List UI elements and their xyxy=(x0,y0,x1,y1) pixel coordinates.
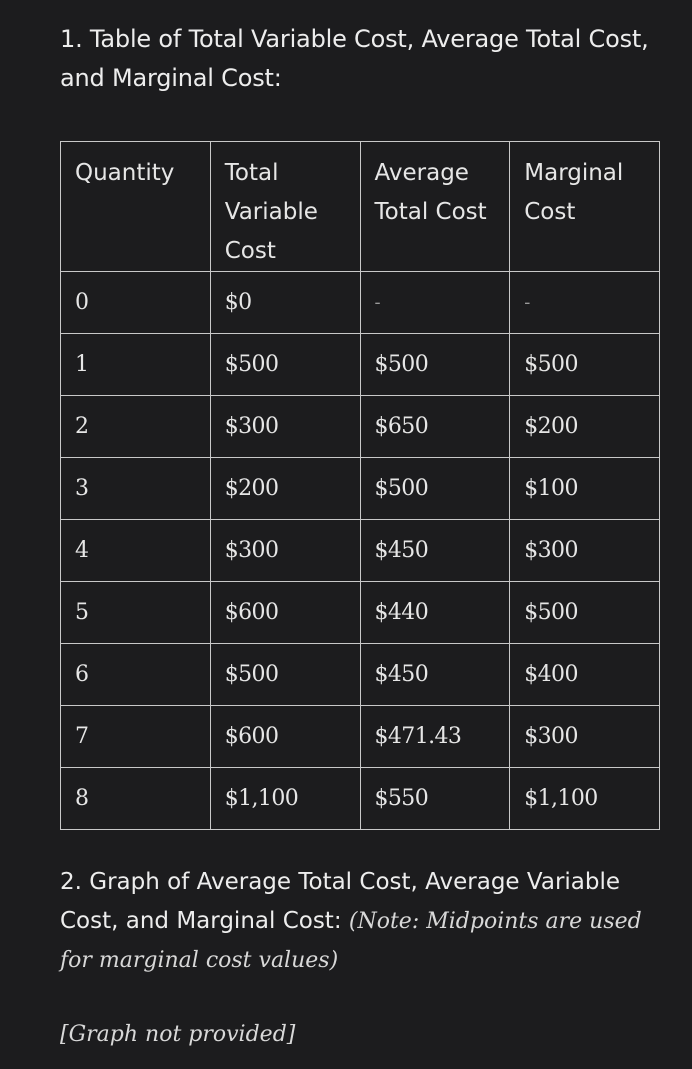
section-2 xyxy=(60,863,670,980)
cell-average-total-cost: $550 xyxy=(360,768,510,830)
table-row xyxy=(61,644,660,706)
cell-total-variable-cost: $300 xyxy=(210,396,360,458)
cell-average-total-cost: $650 xyxy=(360,396,510,458)
cost-table xyxy=(60,141,660,830)
cell-marginal-cost: $500 xyxy=(510,334,660,396)
table-row xyxy=(61,396,660,458)
cell-total-variable-cost: $1,100 xyxy=(210,768,360,830)
cell-quantity: 3 xyxy=(61,458,211,520)
cell-quantity: 7 xyxy=(61,706,211,768)
cell-total-variable-cost: $600 xyxy=(210,582,360,644)
header-marginal-cost: Marginal Cost xyxy=(510,142,660,272)
cell-quantity: 2 xyxy=(61,396,211,458)
header-average-total-cost: Average Total Cost xyxy=(360,142,510,272)
cell-quantity: 1 xyxy=(61,334,211,396)
cell-average-total-cost: $450 xyxy=(360,520,510,582)
cell-quantity: 6 xyxy=(61,644,211,706)
table-row xyxy=(61,272,660,334)
cell-marginal-cost: $100 xyxy=(510,458,660,520)
cell-quantity: 5 xyxy=(61,582,211,644)
cell-marginal-cost: $300 xyxy=(510,520,660,582)
cell-average-total-cost: $450 xyxy=(360,644,510,706)
section-1-heading: 1. Table of Total Variable Cost, Average Total Cost, and Marginal Cost: xyxy=(60,25,649,92)
cell-total-variable-cost: $500 xyxy=(210,644,360,706)
cost-table-container xyxy=(60,141,660,830)
table-header-row xyxy=(61,142,660,272)
cell-quantity: 0 xyxy=(61,272,211,334)
cell-total-variable-cost: $500 xyxy=(210,334,360,396)
header-quantity: Quantity xyxy=(61,142,211,272)
cell-marginal-cost: $400 xyxy=(510,644,660,706)
cell-marginal-cost: $200 xyxy=(510,396,660,458)
table-row xyxy=(61,458,660,520)
cell-total-variable-cost: $600 xyxy=(210,706,360,768)
table-row xyxy=(61,706,660,768)
cell-average-total-cost: - xyxy=(360,272,510,334)
cell-marginal-cost: $500 xyxy=(510,582,660,644)
cell-average-total-cost: $500 xyxy=(360,334,510,396)
table-row xyxy=(61,520,660,582)
cell-total-variable-cost: $200 xyxy=(210,458,360,520)
table-body xyxy=(61,272,660,830)
cell-marginal-cost: - xyxy=(510,272,660,334)
midpoint-note: (Note: Midpoints are used for marginal cost values) xyxy=(60,909,642,973)
section-2-heading: 2. Graph of Average Total Cost, Average Variable Cost, and Marginal Cost: xyxy=(60,869,621,934)
header-total-variable-cost: Total Variable Cost xyxy=(210,142,360,272)
cell-marginal-cost: $300 xyxy=(510,706,660,768)
cell-average-total-cost: $471.43 xyxy=(360,706,510,768)
cell-quantity: 8 xyxy=(61,768,211,830)
cell-average-total-cost: $440 xyxy=(360,582,510,644)
table-row xyxy=(61,582,660,644)
cell-average-total-cost: $500 xyxy=(360,458,510,520)
cell-total-variable-cost: $0 xyxy=(210,272,360,334)
table-row xyxy=(61,334,660,396)
graph-not-provided-note: [Graph not provided] xyxy=(60,1022,296,1047)
cell-quantity: 4 xyxy=(61,520,211,582)
cell-marginal-cost: $1,100 xyxy=(510,768,660,830)
cell-total-variable-cost: $300 xyxy=(210,520,360,582)
table-row xyxy=(61,768,660,830)
